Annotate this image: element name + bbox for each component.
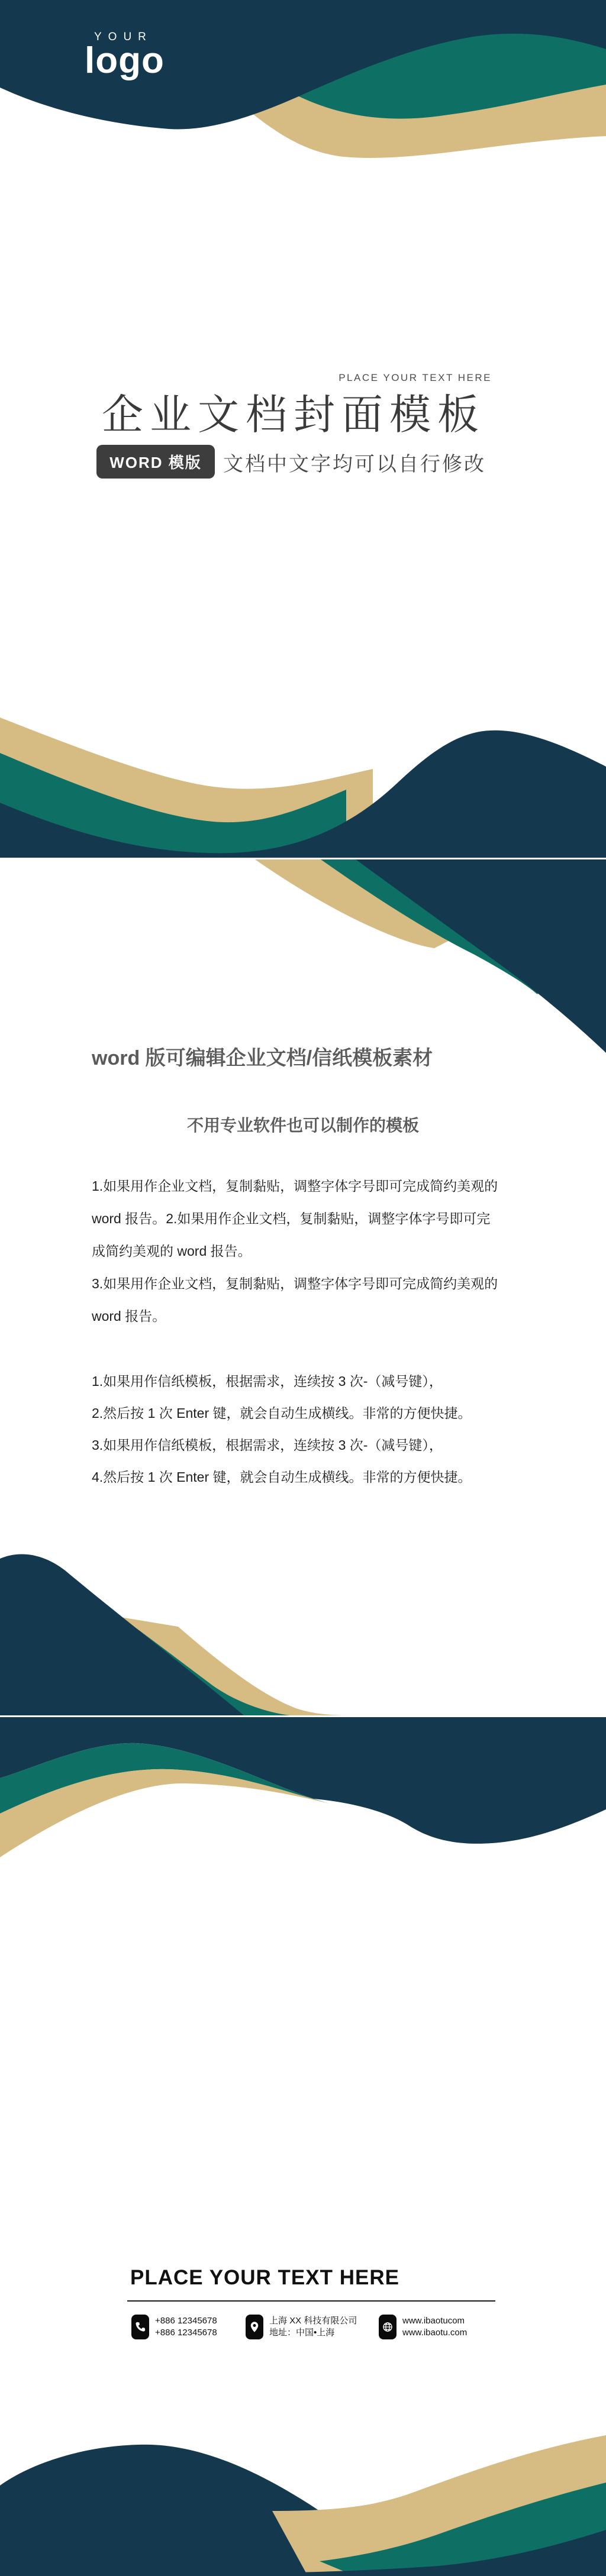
logo-text-your: YOUR <box>94 31 153 43</box>
company-address: 地址：中国•上海 <box>269 2328 335 2338</box>
footer-divider <box>127 2300 495 2302</box>
body-line: 3.如果用作企业文档，复制黏贴，调整字体字号即可完成简约美观的 <box>92 1276 498 1291</box>
body-line: 3.如果用作信纸模板，根据需求，连续按 3 次-（减号键）， <box>92 1437 443 1453</box>
cover-top-wave <box>0 0 606 201</box>
instructions-paragraph-2 <box>92 1365 524 1493</box>
section-heading: word 版可编辑企业文档/信纸模板素材 <box>92 1047 433 1069</box>
website-url-2: www.ibaotu.com <box>402 2328 468 2338</box>
logo-text-logo: logo <box>85 40 165 81</box>
phone-number-1: +886 12345678 <box>155 2316 217 2326</box>
contact-phone <box>131 2315 246 2339</box>
section-subheading: 不用专业软件也可以制作的模板 <box>186 1116 419 1135</box>
body-line: 1.如果用作企业文档，复制黏贴，调整字体字号即可完成简约美观的 <box>92 1178 498 1194</box>
page3-top-wave <box>0 1717 606 1871</box>
company-logo <box>85 31 165 81</box>
page3-bottom-wave <box>0 2422 606 2576</box>
instructions-paragraph-1 <box>92 1170 524 1333</box>
body-line: 2.然后按 1 次 Enter 键，就会自动生成横线。非常的方便快捷。 <box>92 1405 472 1421</box>
cover-subtitle: 文档中文字均可以自行修改 <box>223 454 486 476</box>
footer-title: PLACE YOUR TEXT HERE <box>130 2266 399 2289</box>
contact-address <box>246 2315 379 2339</box>
company-name: 上海 XX 科技有限公司 <box>269 2316 357 2326</box>
body-line: 4.然后按 1 次 Enter 键，就会自动生成横线。非常的方便快捷。 <box>92 1469 472 1485</box>
body-line: 成简约美观的 word 报告。 <box>92 1243 252 1259</box>
page-3-back <box>0 1717 606 2576</box>
phone-number-2: +886 12345678 <box>155 2328 217 2338</box>
page-2-body <box>0 859 606 1715</box>
location-icon <box>246 2315 263 2339</box>
word-template-badge: WORD 模版 <box>96 445 215 479</box>
globe-icon <box>379 2315 397 2339</box>
cover-kicker: PLACE YOUR TEXT HERE <box>339 372 492 383</box>
footer-contact-row <box>131 2315 510 2339</box>
cover-bottom-wave <box>0 651 606 858</box>
body-line: word 报告。2.如果用作企业文档，复制黏贴，调整字体字号即可完 <box>92 1211 491 1226</box>
body-line: 1.如果用作信纸模板，根据需求，连续按 3 次-（减号键）， <box>92 1373 443 1389</box>
page-1-cover <box>0 0 606 858</box>
contact-website <box>379 2315 467 2339</box>
navy-wave-shape <box>0 1554 244 1715</box>
phone-icon <box>131 2315 149 2339</box>
website-url-1: www.ibaotucom <box>402 2316 465 2326</box>
cover-title: 企业文档封面模板 <box>102 393 485 438</box>
page2-top-wave <box>0 859 606 1061</box>
body-line: word 报告。 <box>92 1308 166 1324</box>
page2-bottom-wave <box>0 1538 606 1715</box>
